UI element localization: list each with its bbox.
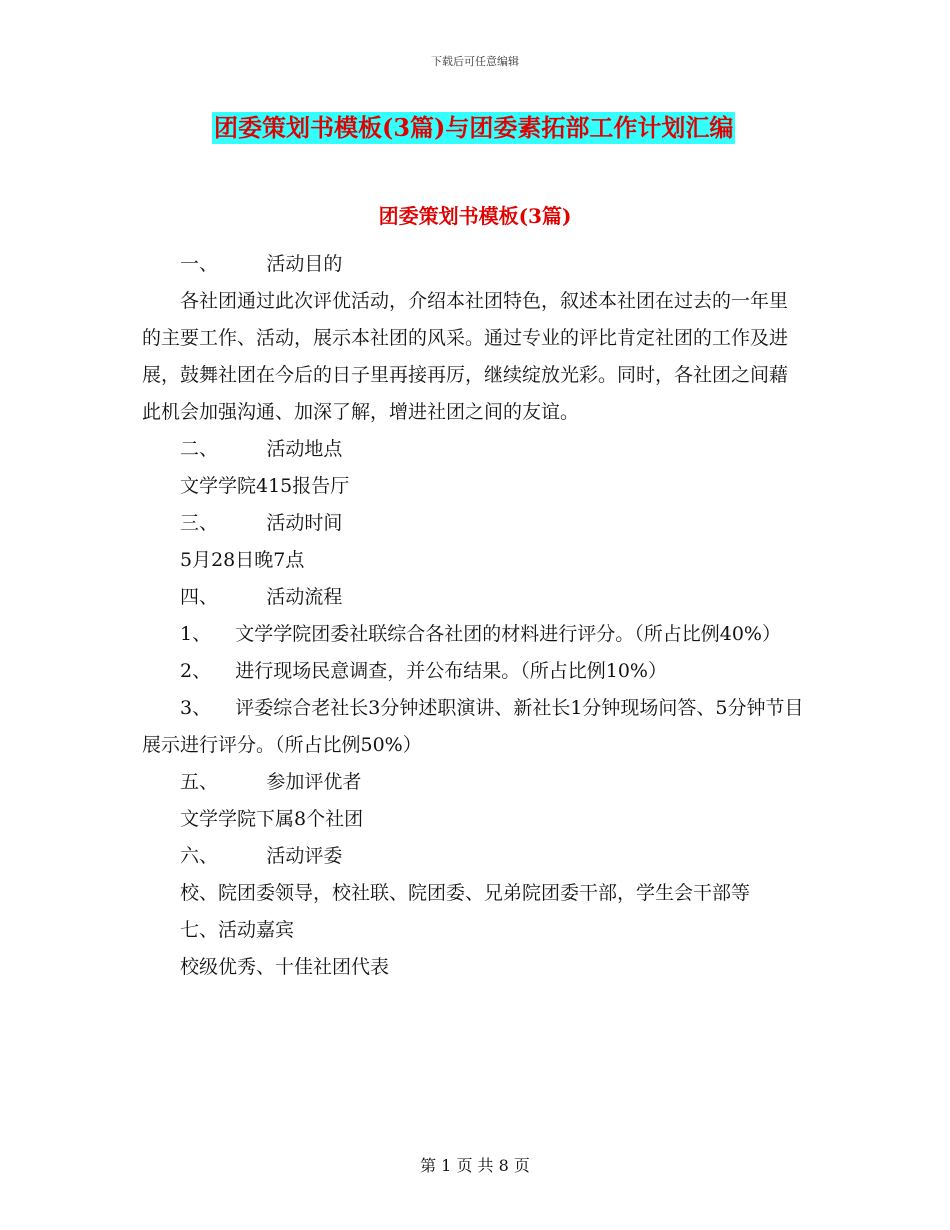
section-heading-guests: 七、活动嘉宾 (180, 919, 295, 941)
section-heading-process: 四、 活动流程 (180, 586, 343, 608)
paragraph-participants: 文学学院下属8个社团 (180, 808, 364, 830)
page-footer: 第 1 页 共 8 页 (420, 1156, 530, 1175)
section-heading-location: 二、 活动地点 (180, 438, 343, 460)
paragraph-purpose: 各社团通过此次评优活动，介绍本社团特色，叙述本社团在过去的一年里的主要工作、活动，展示本社团的风采。通过专业的评比肯定社团的工作及进展，鼓舞社团在今后的日子里再接再厉，继续绽放光彩。同时，各社团之间藉此机会加强沟通、加深了解，增进社团之间的友谊。 (142, 290, 789, 423)
paragraph-location: 文学学院415报告厅 (180, 475, 350, 497)
process-step-1: 1、 文学学院团委社联综合各社团的材料进行评分。（所占比例40%） (180, 623, 781, 645)
paragraph-time: 5月28日晚7点 (180, 549, 305, 571)
process-step-3: 3、 评委综合老社长3分钟述职演讲、新社长1分钟现场问答、5分钟节目展示进行评分。（所占比例50%） (142, 697, 804, 756)
document-body (142, 246, 806, 986)
section-heading-purpose: 一、 活动目的 (180, 253, 343, 275)
header-note: 下载后可任意编辑 (431, 55, 519, 68)
main-title: 团委策划书模板(3篇)与团委素拓部工作计划汇编 (214, 113, 734, 142)
section-heading-time: 三、 活动时间 (180, 512, 343, 534)
sub-title: 团委策划书模板(3篇) (378, 204, 572, 228)
paragraph-guests: 校级优秀、十佳社团代表 (180, 956, 390, 978)
section-heading-participants: 五、 参加评优者 (180, 771, 362, 793)
process-step-2: 2、 进行现场民意调查，并公布结果。（所占比例10%） (180, 660, 667, 682)
section-heading-judges: 六、 活动评委 (180, 845, 343, 867)
paragraph-judges: 校、院团委领导，校社联、院团委、兄弟院团委干部，学生会干部等 (180, 882, 751, 904)
